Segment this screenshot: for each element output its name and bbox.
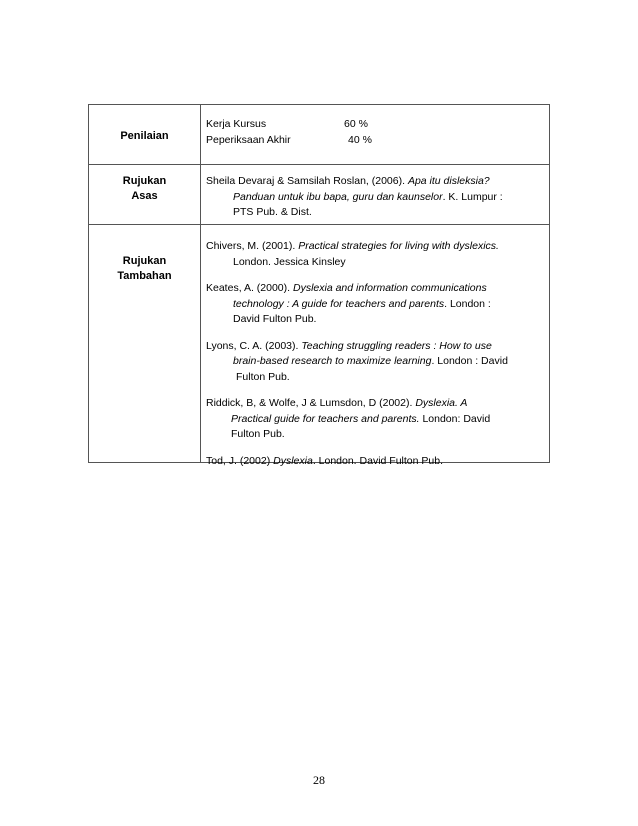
ref-publisher: PTS Pub. & Dist. <box>233 206 312 218</box>
penilaian-label: Penilaian <box>89 105 201 164</box>
ref-publisher: . K. Lumpur : <box>442 190 503 203</box>
rujukan-tambahan-row <box>89 225 549 467</box>
reference-entry <box>206 281 549 328</box>
rujukan-asas-label <box>89 165 201 224</box>
assessment-value: 40 % <box>348 133 372 146</box>
rujukan-tambahan-content <box>201 225 549 467</box>
page-number: 28 <box>313 773 325 787</box>
ref-title: Dyslexia and information communications <box>292 282 487 294</box>
reference-entry <box>206 339 549 386</box>
ref-author: Lyons, C. A. (2003). <box>206 339 299 352</box>
course-info-table <box>88 104 550 467</box>
ref-title: Practical guide for teachers and parents. <box>231 412 420 425</box>
ref-publisher: . London : <box>444 297 491 310</box>
ref-publisher: London. Jessica Kinsley <box>233 255 346 268</box>
label-line: Asas <box>131 190 158 202</box>
reference-entry <box>206 454 549 470</box>
penilaian-row <box>89 105 549 165</box>
label-line: Rujukan <box>122 175 167 187</box>
reference-entry <box>206 396 549 443</box>
ref-title: Dyslexia. A <box>415 397 468 409</box>
ref-publisher: Fulton Pub. <box>236 370 290 383</box>
ref-title: technology : A guide for teachers and parents <box>233 297 445 310</box>
ref-title: Teaching struggling readers : How to use <box>301 339 492 352</box>
ref-publisher: Fulton Pub. <box>231 428 285 440</box>
ref-publisher: . London : David <box>431 355 508 367</box>
ref-title: Apa itu disleksia? <box>407 175 490 187</box>
ref-publisher: . London. David Fulton Pub. <box>312 454 443 467</box>
ref-title: Panduan untuk ibu bapa, guru dan kaunselor <box>233 190 443 203</box>
ref-publisher: David Fulton Pub. <box>233 313 317 325</box>
label-line: Tambahan <box>117 270 172 282</box>
assessment-name: Kerja Kursus <box>206 118 267 130</box>
assessment-item <box>206 117 549 133</box>
ref-title: Dyslexia <box>273 454 313 467</box>
ref-publisher: London: David <box>419 412 491 425</box>
rujukan-asas-row <box>89 165 549 225</box>
assessment-name: Peperiksaan Akhir <box>206 133 291 146</box>
ref-title: brain-based research to maximize learning <box>233 355 432 367</box>
assessment-item <box>206 133 549 149</box>
penilaian-content <box>201 105 549 164</box>
reference-entry <box>206 174 549 221</box>
rujukan-tambahan-label <box>89 225 201 462</box>
label-line: Rujukan <box>122 255 167 267</box>
ref-title: Practical strategies for living with dyslexics. <box>298 240 499 252</box>
ref-author: Tod, J. (2002) <box>206 454 271 467</box>
ref-author: Keates, A. (2000). <box>206 282 291 294</box>
ref-author: Riddick, B, & Wolfe, J & Lumsdon, D (2002). <box>206 397 413 409</box>
ref-author: Chivers, M. (2001). <box>206 240 296 252</box>
rujukan-asas-content <box>201 165 549 224</box>
ref-author: Sheila Devaraj & Samsilah Roslan, (2006). <box>206 175 406 187</box>
reference-entry <box>206 239 549 270</box>
assessment-value: 60 % <box>344 118 368 130</box>
